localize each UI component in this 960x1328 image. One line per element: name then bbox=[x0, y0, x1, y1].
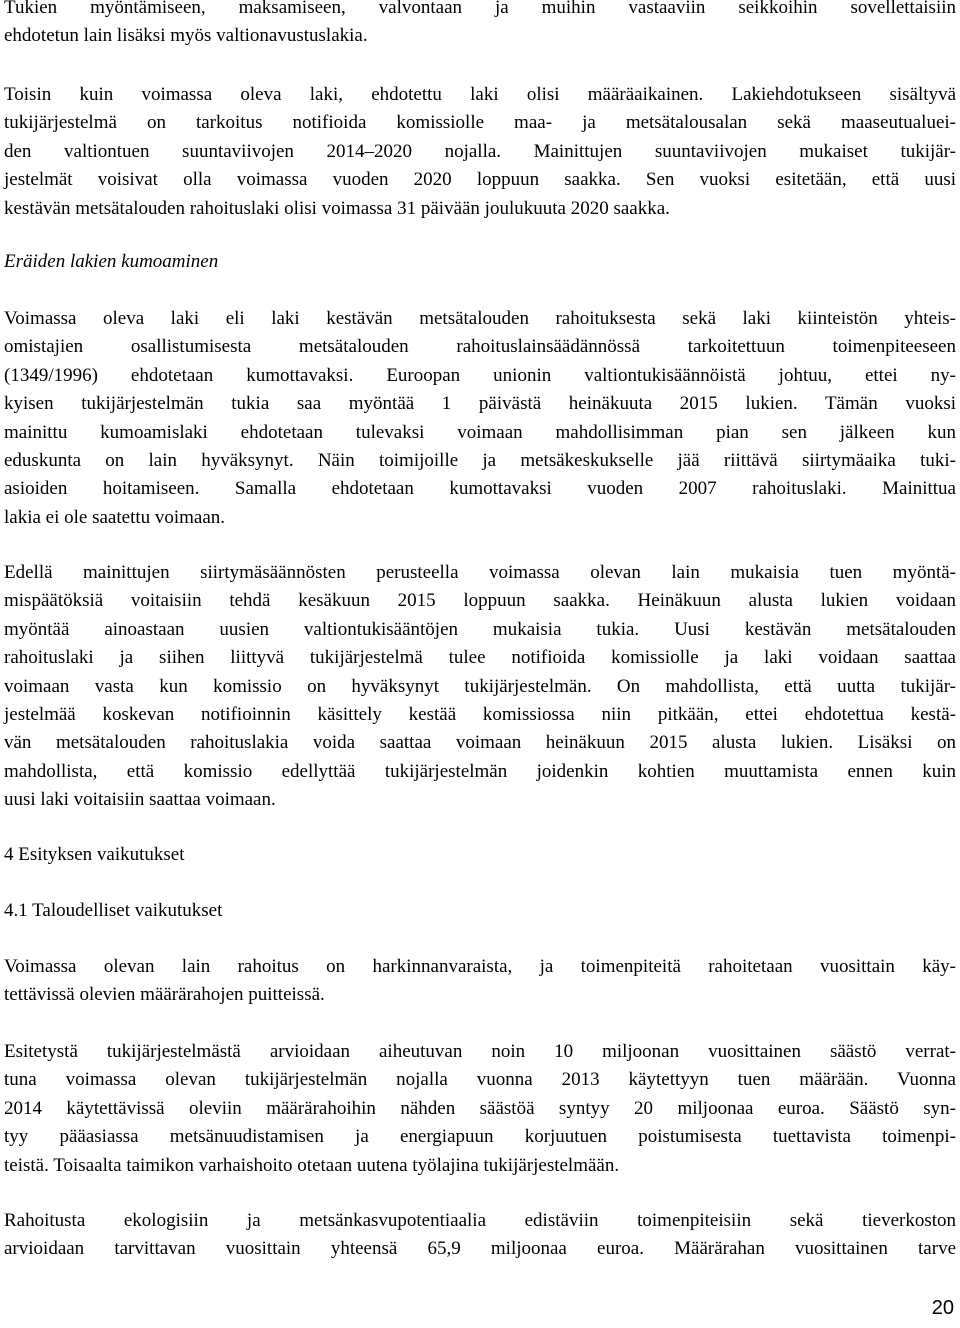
text-line: uusi laki voitaisiin saattaa voimaan. bbox=[4, 789, 276, 811]
paragraph-p-kumoaminen bbox=[4, 305, 956, 532]
text-line: mainittu kumoamislaki ehdotetaan tulevaksi voimaan mahdollisimman pian sen jälkeen kun bbox=[4, 421, 956, 443]
text-line: vän metsätalouden rahoituslakia voida saattaa voimaan heinäkuun 2015 alusta lukien. Lisäksi on bbox=[4, 732, 956, 754]
text-line: den valtiontuen suuntaviivojen 2014–2020 nojalla. Mainittujen suuntaviivojen mukaiset tukijär- bbox=[4, 140, 956, 162]
paragraph-p-saasto bbox=[4, 1038, 956, 1180]
text-line: Edellä mainittujen siirtymäsäännösten perusteella voimassa olevan lain mukaisia tuen myöntä- bbox=[4, 562, 956, 583]
text-line: Voimassa olevan lain rahoitus on harkinnanvaraista, ja toimenpiteitä rahoitetaan vuosittain käy- bbox=[4, 956, 956, 977]
text-line: Voimassa oleva laki eli laki kestävän metsätalouden rahoituksesta sekä laki kiinteistön yhteis- bbox=[4, 308, 956, 329]
text-line: 2014 käytettävissä oleviin määrärahoihin nähden säästöä syntyy 20 miljoonaa euroa. Säästö syn- bbox=[4, 1097, 956, 1119]
text-line: teistä. Toisaalta taimikon varhaishoito otetaan uutena työlajina tukijärjestelmään. bbox=[4, 1154, 620, 1176]
text-line: jestelmät voisivat olla voimassa vuoden 2020 loppuun saakka. Sen vuoksi esitetään, että uusi bbox=[4, 169, 956, 191]
text-line: Eräiden lakien kumoaminen bbox=[4, 251, 219, 272]
paragraph-p-siirtyma bbox=[4, 559, 956, 815]
text-line: asioiden hoitamiseen. Samalla ehdotetaan kumottavaksi vuoden 2007 rahoituslaki. Mainittua bbox=[4, 478, 956, 500]
text-line: myöntää ainoastaan uusien valtiontukisääntöjen mukaisia tukia. Uusi kestävän metsätalouden bbox=[4, 618, 956, 640]
page-number: 20 bbox=[931, 1297, 954, 1319]
text-line: arvioidaan tarvittavan vuosittain yhteensä 65,9 miljoonaa euroa. Määrärahan vuosittainen tarve bbox=[4, 1238, 956, 1260]
text-line: omistajien osallistumisesta metsätalouden rahoituslainsäädännössä tarkoitettuun toimenpiteeseen bbox=[4, 336, 956, 358]
paragraph-p-intro-tail bbox=[4, 0, 956, 51]
text-line: eduskunta on lain hyväksynyt. Näin toimijoille ja metsäkeskukselle jää riittävä siirtymäaika tuki- bbox=[4, 450, 956, 472]
text-line: Tukien myöntämiseen, maksamiseen, valvontaan ja muihin vastaaviin seikkoihin sovellettaisiin bbox=[4, 0, 956, 18]
text-line: tuna voimassa olevan tukijärjestelmän nojalla vuonna 2013 käytettyyn tuen määrään. Vuonna bbox=[4, 1069, 956, 1091]
text-line: tettävissä olevien määrärahojen puitteissä. bbox=[4, 984, 325, 1006]
text-line: mispäätöksiä voitaisiin tehdä kesäkuun 2015 loppuun saakka. Heinäkuun alusta lukien voidaan bbox=[4, 590, 956, 612]
text-line: jestelmää koskevan notifioinnin käsittely kestää komissiossa niin pitkään, ettei ehdotettua kestä- bbox=[4, 704, 956, 726]
text-line: lakia ei ole saatettu voimaan. bbox=[4, 506, 226, 528]
paragraph-p-maaraaikainen bbox=[4, 81, 956, 223]
text-line: Toisin kuin voimassa oleva laki, ehdotettu laki olisi määräaikainen. Lakiehdotukseen sisältyvä bbox=[4, 84, 956, 105]
text-line: rahoituslaki ja siihen liittyvä tukijärjestelmä tulee notifioida komissiolle ja laki voidaan saattaa bbox=[4, 647, 956, 669]
section-heading bbox=[4, 897, 956, 925]
text-line: 4 Esityksen vaikutukset bbox=[4, 844, 185, 865]
section-heading bbox=[4, 841, 956, 869]
text-line: kestävän metsätalouden rahoituslaki olisi voimassa 31 päivään joulukuuta 2020 saakka. bbox=[4, 197, 670, 219]
text-line: (1349/1996) ehdotetaan kumottavaksi. Euroopan unionin valtiontukisäännöistä johtuu, ettei ny- bbox=[4, 364, 956, 386]
text-line: Esitetystä tukijärjestelmästä arvioidaan aiheutuvan noin 10 miljoonan vuosittainen säästö verrat- bbox=[4, 1041, 956, 1062]
text-line: mahdollista, että komissio edellyttää tukijärjestelmän joidenkin kohtien muuttamista ennen kuin bbox=[4, 760, 956, 782]
text-line: 4.1 Taloudelliset vaikutukset bbox=[4, 900, 223, 921]
text-line: Rahoitusta ekologisiin ja metsänkasvupotentiaalia edistäviin toimenpiteisiin sekä tieverkoston bbox=[4, 1210, 956, 1231]
paragraph-p-rahoitus bbox=[4, 953, 956, 1010]
text-line: tukijärjestelmä on tarkoitus notifioida komissiolle maa- ja metsätalousalan sekä maaseutualuei- bbox=[4, 112, 956, 134]
text-line: kyisen tukijärjestelmän tukia saa myöntää 1 päivästä heinäkuuta 2015 lukien. Tämän vuoksi bbox=[4, 393, 956, 415]
paragraph-p-ekologisiin bbox=[4, 1207, 956, 1264]
text-line: tyy pääasiassa metsänuudistamisen ja energiapuun korjuutuen poistumisesta tuettavista toimenpi- bbox=[4, 1126, 956, 1148]
section-subheading bbox=[4, 248, 956, 276]
text-line: ehdotetun lain lisäksi myös valtionavustuslakia. bbox=[4, 25, 368, 47]
text-line: voimaan vasta kun komissio on hyväksynyt tukijärjestelmän. On mahdollista, että uutta tukijär- bbox=[4, 675, 956, 697]
